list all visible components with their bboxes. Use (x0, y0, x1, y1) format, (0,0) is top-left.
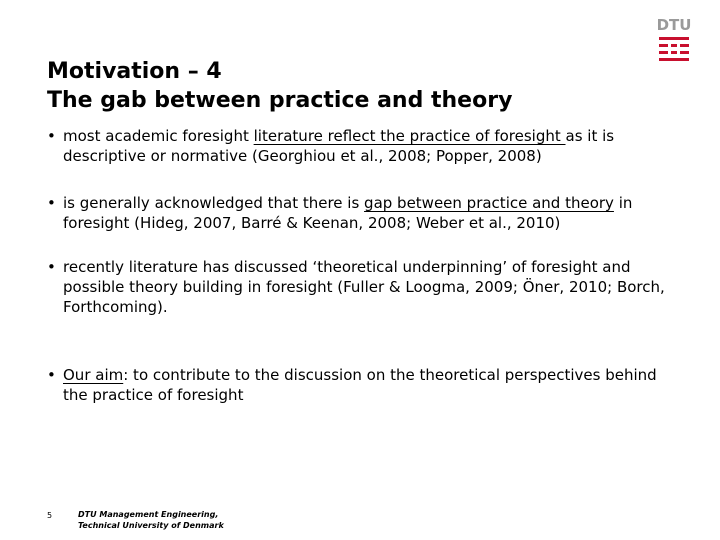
bullet-dot: • (47, 366, 56, 384)
title-line-2: The gab between practice and theory (47, 88, 513, 113)
dtu-logo (656, 18, 692, 64)
bullet-text (63, 193, 677, 233)
underlined-phrase: literature reflect the practice of foresight (253, 127, 566, 145)
slide-title (47, 57, 512, 115)
dtu-logo-mark (656, 36, 692, 62)
bullet-dot: • (47, 258, 56, 276)
bullet-text-part: in foresight (Hideg, 2007, Barré & Keenan, 2008; Weber et al., 2010) (63, 194, 633, 232)
underlined-phrase: gap between practice and theory (364, 194, 614, 212)
page-number: 5 (47, 511, 53, 520)
bullet-item-2 (47, 193, 677, 233)
bullet-text (63, 365, 677, 405)
footer-org-line-2: Technical University of Denmark (78, 521, 224, 530)
logo-text: DTU (656, 16, 692, 34)
bullet-dot: • (47, 127, 56, 145)
bullet-text-part: as it is descriptive or normative (Georghiou et al., 2008; Popper, 2008) (63, 127, 615, 165)
underlined-phrase: Our aim (63, 366, 124, 384)
bullet-text-part: is generally acknowledged that there is (63, 194, 365, 212)
footer-org-line-1: DTU Management Engineering, (78, 510, 219, 519)
bullet-text (63, 126, 677, 166)
bullet-dot: • (47, 194, 56, 212)
bullet-item-4 (47, 365, 677, 405)
bullet-text-part: most academic foresight (63, 127, 254, 145)
title-line-1: Motivation – 4 (47, 59, 222, 84)
footer-organization (78, 509, 224, 531)
bullet-item-1 (47, 126, 677, 166)
bullet-item-3 (47, 257, 677, 317)
bullet-text-part: : to contribute to the discussion on the theoretical perspectives behind the practice of foresight (63, 366, 657, 404)
bullet-text: recently literature has discussed ‘theoretical underpinning’ of foresight and possible theory building in foresight (Fuller & Loogma, 2009; Öner, 2010; Borch, Forthcoming). (63, 258, 665, 316)
